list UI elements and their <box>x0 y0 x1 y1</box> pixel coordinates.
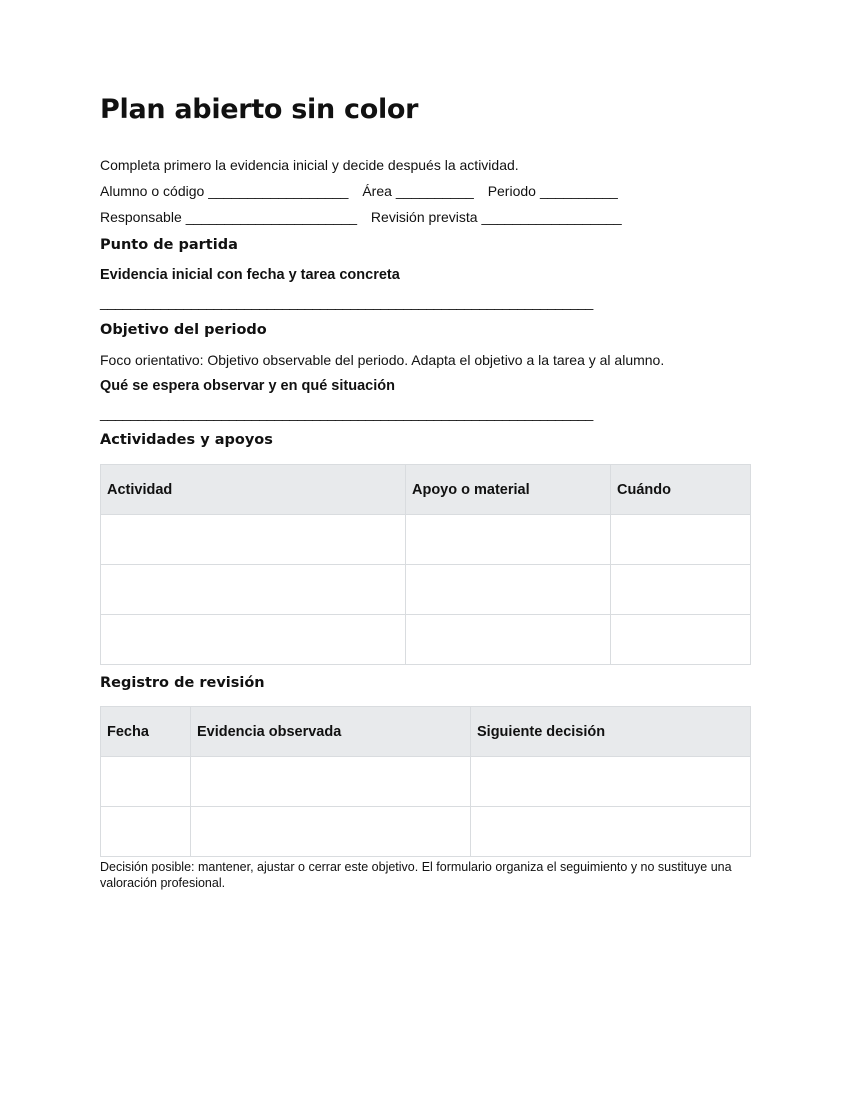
column-header-when: Cuándo <box>611 465 751 515</box>
column-header-next-decision: Siguiente decisión <box>471 707 751 757</box>
responsible-label: Responsable <box>100 209 182 225</box>
activities-table <box>100 464 751 665</box>
goal-answer-line[interactable]: _________________________________________________________________ <box>100 405 594 421</box>
table-cell[interactable] <box>611 615 751 665</box>
responsible-info-row <box>100 209 622 225</box>
student-info-row <box>100 183 618 199</box>
table-cell[interactable] <box>406 565 611 615</box>
review-field[interactable]: __________________ <box>481 209 622 225</box>
table-row <box>101 515 751 565</box>
table-cell[interactable] <box>406 515 611 565</box>
start-answer-line[interactable]: _________________________________________________________________ <box>100 294 594 310</box>
intro-text: Completa primero la evidencia inicial y decide después la actividad. <box>100 157 519 173</box>
period-field[interactable]: __________ <box>539 183 618 199</box>
table-row <box>101 565 751 615</box>
table-cell[interactable] <box>101 757 191 807</box>
period-label: Periodo <box>487 183 536 199</box>
area-field[interactable]: __________ <box>395 183 474 199</box>
table-header-row <box>101 707 751 757</box>
section-heading-goal: Objetivo del periodo <box>100 322 267 338</box>
review-log-table <box>100 706 751 857</box>
table-row <box>101 615 751 665</box>
table-cell[interactable] <box>471 757 751 807</box>
table-cell[interactable] <box>101 515 406 565</box>
footnote: Decisión posible: mantener, ajustar o cerrar este objetivo. El formulario organiza el seguimiento y no sustituye una valoración profesional. <box>100 860 732 890</box>
student-field[interactable]: __________________ <box>208 183 349 199</box>
responsible-field[interactable]: ______________________ <box>185 209 358 225</box>
table-cell[interactable] <box>611 515 751 565</box>
table-row <box>101 757 751 807</box>
column-header-evidence: Evidencia observada <box>191 707 471 757</box>
student-label: Alumno o código <box>100 183 205 199</box>
section-heading-start: Punto de partida <box>100 237 238 253</box>
table-cell[interactable] <box>471 807 751 857</box>
area-label: Área <box>362 183 392 199</box>
table-cell[interactable] <box>101 565 406 615</box>
table-cell[interactable] <box>191 807 471 857</box>
table-cell[interactable] <box>101 615 406 665</box>
table-cell[interactable] <box>191 757 471 807</box>
goal-focus-text: Foco orientativo: Objetivo observable del periodo. Adapta el objetivo a la tarea y al alumno. <box>100 352 665 368</box>
start-prompt: Evidencia inicial con fecha y tarea concreta <box>100 267 400 283</box>
table-cell[interactable] <box>611 565 751 615</box>
table-header-row <box>101 465 751 515</box>
table-cell[interactable] <box>101 807 191 857</box>
table-cell[interactable] <box>406 615 611 665</box>
section-heading-review: Registro de revisión <box>100 675 265 691</box>
section-heading-activities: Actividades y apoyos <box>100 432 273 448</box>
column-header-date: Fecha <box>101 707 191 757</box>
column-header-support: Apoyo o material <box>406 465 611 515</box>
column-header-activity: Actividad <box>101 465 406 515</box>
table-row <box>101 807 751 857</box>
review-label: Revisión prevista <box>370 209 478 225</box>
goal-prompt: Qué se espera observar y en qué situación <box>100 378 395 394</box>
page-title: Plan abierto sin color <box>100 94 419 125</box>
